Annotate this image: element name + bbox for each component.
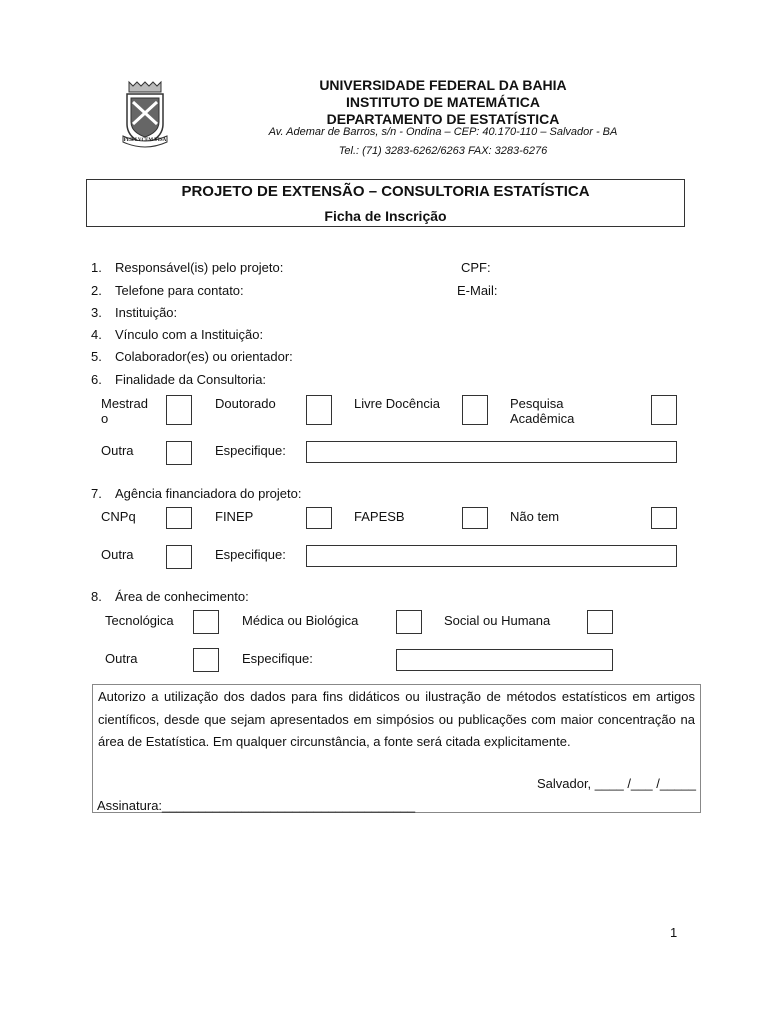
- checkbox-finep[interactable]: [306, 507, 332, 529]
- checkbox-social[interactable]: [587, 610, 613, 634]
- area-social-label: Social ou Humana: [444, 613, 551, 628]
- checkbox-agency-outra[interactable]: [166, 545, 192, 569]
- purpose-specify-label: Especifique:: [215, 443, 286, 458]
- item-institution: 3. Instituição:: [91, 305, 178, 320]
- university-logo: [115, 78, 175, 152]
- checkbox-purpose-outra[interactable]: [166, 441, 192, 465]
- checkbox-nao-tem[interactable]: [651, 507, 677, 529]
- checkbox-livre-docencia[interactable]: [462, 395, 488, 425]
- form-subtitle: Ficha de Inscrição: [324, 208, 447, 224]
- purpose-outra-label: Outra: [101, 443, 134, 458]
- email-label: E-Mail:: [457, 283, 498, 298]
- option-mestrado-label: Mestrad o: [101, 396, 148, 426]
- institute-name: INSTITUTO DE MATEMÁTICA: [346, 94, 540, 110]
- purpose-specify-field[interactable]: [306, 441, 677, 463]
- checkbox-fapesb[interactable]: [462, 507, 488, 529]
- item-agency: 7. Agência financiadora do projeto:: [91, 486, 302, 501]
- date-line[interactable]: Salvador, ____ /___ /_____: [536, 776, 696, 791]
- logo-motto: PER LVCEM VISA: [123, 138, 167, 143]
- checkbox-cnpq[interactable]: [166, 507, 192, 529]
- agency-specify-field[interactable]: [306, 545, 677, 567]
- agency-specify-label: Especifique:: [215, 547, 286, 562]
- option-doutorado-label: Doutorado: [215, 396, 276, 411]
- authorization-box: [92, 684, 701, 813]
- authorization-text: Autorizo a utilização dos dados para fins didáticos ou ilustração de métodos estatísticos em artigos científicos, desde que sejam apresentados em simpósios ou publicações com maior concentração na área de Estatística. Em qualquer circunstância, a fonte será citada explicitamente.: [98, 689, 695, 749]
- phone-fax: Tel.: (71) 3283-6262/6263 FAX: 3283-6276: [338, 145, 548, 157]
- university-name: UNIVERSIDADE FEDERAL DA BAHIA: [319, 77, 567, 93]
- page-number: 1: [670, 925, 678, 940]
- option-pesquisa-label: Pesquisa Acadêmica: [510, 396, 575, 426]
- checkbox-pesquisa[interactable]: [651, 395, 677, 425]
- item-link: 4. Vínculo com a Instituição:: [91, 327, 264, 342]
- item-purpose: 6. Finalidade da Consultoria:: [91, 372, 267, 387]
- agency-fapesb-label: FAPESB: [354, 509, 405, 524]
- agency-finep-label: FINEP: [215, 509, 254, 524]
- area-specify-label: Especifique:: [242, 651, 313, 666]
- area-outra-label: Outra: [105, 651, 138, 666]
- checkbox-area-outra[interactable]: [193, 648, 219, 672]
- item-collaborators: 5. Colaborador(es) ou orientador:: [91, 349, 293, 364]
- form-title: PROJETO DE EXTENSÃO – CONSULTORIA ESTATÍSTICA: [181, 183, 590, 200]
- cpf-label: CPF:: [461, 260, 491, 275]
- item-responsible: 1. Responsável(is) pelo projeto:: [91, 260, 284, 275]
- area-medica-label: Médica ou Biológica: [242, 613, 359, 628]
- checkbox-medica[interactable]: [396, 610, 422, 634]
- area-specify-field[interactable]: [396, 649, 613, 671]
- address: Av. Ademar de Barros, s/n - Ondina – CEP: 40.170-110 – Salvador - BA: [268, 126, 618, 138]
- checkbox-mestrado[interactable]: [166, 395, 192, 425]
- area-tecnologica-label: Tecnológica: [105, 613, 174, 628]
- item-area: 8. Área de conhecimento:: [91, 589, 249, 604]
- agency-outra-label: Outra: [101, 547, 134, 562]
- title-box: [86, 179, 685, 227]
- signature-line[interactable]: Assinatura:___________________________________: [97, 798, 416, 813]
- item-phone: 2. Telefone para contato:: [91, 283, 244, 298]
- department-name: DEPARTAMENTO DE ESTATÍSTICA: [326, 111, 560, 127]
- checkbox-doutorado[interactable]: [306, 395, 332, 425]
- agency-cnpq-label: CNPq: [101, 509, 136, 524]
- agency-nao-tem-label: Não tem: [510, 509, 560, 524]
- checkbox-tecnologica[interactable]: [193, 610, 219, 634]
- option-livre-docencia-label: Livre Docência: [354, 396, 440, 411]
